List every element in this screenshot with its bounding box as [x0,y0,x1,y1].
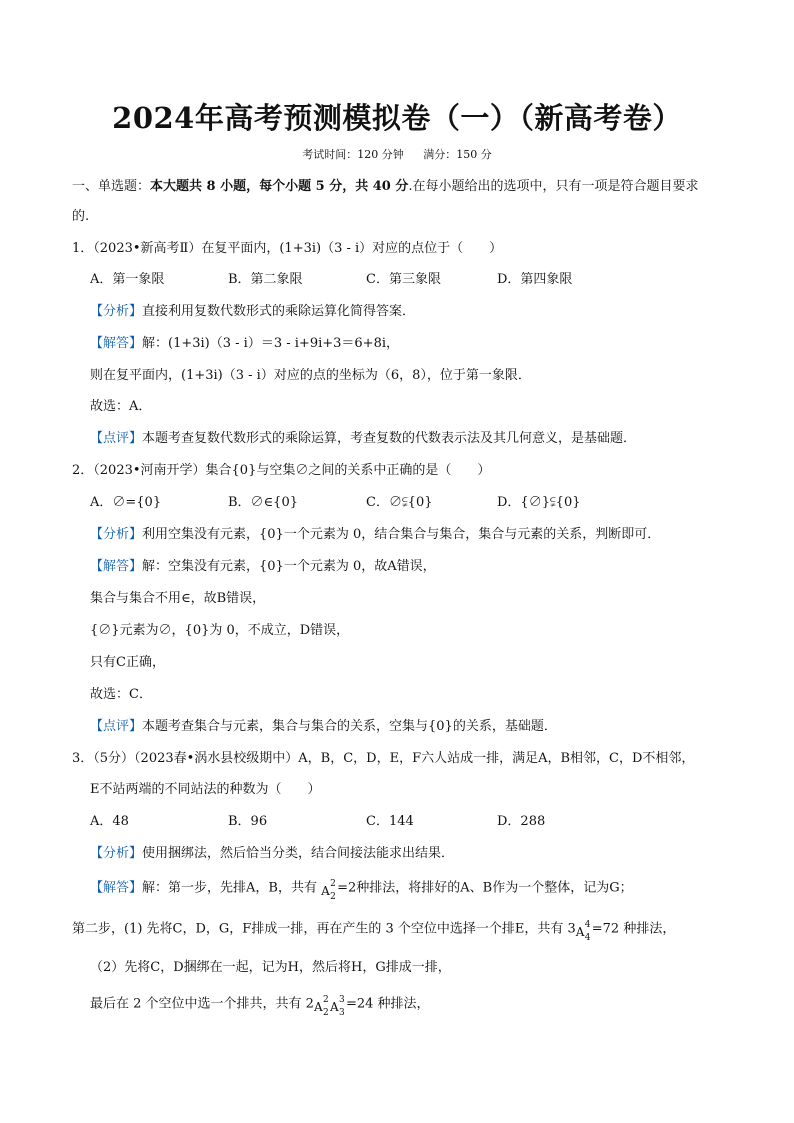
q3-step4 [90,995,750,1018]
q1-solution-2: 则在复平面内，(1+3i)（3 - i）对应的点的坐标为（6，8），位于第一象限． [90,368,531,383]
solution-text: 解：空集没有元素，{0}一个元素为 0，故A错误， [142,559,436,574]
comment-tag: 【点评】 [90,431,143,446]
q2-answer: 故选：C． [90,687,152,702]
q1-option-a: A．第一象限 [90,272,165,287]
q2-option-a: A．∅={0} [90,495,162,510]
q3-option-c: C．144 [366,814,414,829]
step4-text: 最后在 2 个空位中选一个排共，共有 2 [90,996,314,1012]
q2-solution-4: 只有C正确， [90,655,165,670]
q2-comment [90,718,750,736]
analysis-text: 使用捆绑法，然后恰当分类，结合间接法能求出结果． [142,846,455,861]
q3-analysis [90,845,750,863]
solution-tag: 【解答】 [90,880,143,896]
permutation-a33: A 3 3 [329,995,345,1018]
analysis-tag: 【分析】 [90,846,143,861]
q1-stem: 1．（2023•新高考Ⅱ）在复平面内，(1+3i)（3 - i）对应的点位于（ ） [72,241,503,256]
time-label: 考试时间：120 分钟 [302,148,404,161]
q2-option-c: C．∅⫋{0} [366,495,433,510]
step4-text-2: =24 种排法， [345,996,430,1012]
q3-option-b: B．96 [228,814,268,829]
exam-meta [0,146,794,162]
analysis-tag: 【分析】 [90,304,143,319]
permutation-a22: A 2 2 [321,879,336,902]
section-number: 一、单选题： [72,179,151,194]
comment-text: 本题考查复数代数形式的乘除运算，考查复数的代数表示法及其几何意义，是基础题． [142,431,637,446]
q3-stem: 3．（5分）（2023春•涡水县校级期中）A，B，C，D，E，F六人站成一排，满足A，B相邻，C，D不相邻， [72,751,695,766]
q2-analysis [90,526,750,544]
score-label: 满分：150 分 [423,148,492,161]
q2-solution [90,558,750,576]
section-intro-2: 的. [72,209,90,224]
q2-option-b: B．∅∈{0} [228,495,298,510]
comment-tag: 【点评】 [90,719,143,734]
solution-text-2: =2种排法，将排好的A、B作为一个整体，记为G； [337,880,633,896]
page-title: 2024年高考预测模拟卷（一）（新高考卷） [112,101,682,135]
step2-text: 第二步，(1) 先将C，D，G，F排成一排，再在产生的 3 个空位中选择一个排E，共有 3 [72,921,576,937]
q1-answer: 故选：A． [90,399,152,414]
section-intro [72,178,732,196]
analysis-text: 利用空集没有元素，{0}一个元素为 0，结合集合与集合，集合与元素的关系，判断即可． [142,527,661,542]
q2-option-d: D．{∅}⫋{0} [497,495,581,510]
q3-step3: （2）先将C，D捆绑在一起，记为H，然后将H，G排成一排， [90,960,451,975]
analysis-tag: 【分析】 [90,527,143,542]
q1-option-c: C．第三象限 [366,272,441,287]
q3-option-a: A．48 [90,814,129,829]
permutation-a22: A 2 2 [313,995,329,1018]
section-rule-rest: .在每小题给出的选项中，只有一项是符合题目要求 [408,179,699,194]
q1-option-b: B．第二象限 [228,272,303,287]
q1-solution [90,335,750,353]
q1-option-d: D．第四象限 [497,272,573,287]
q3-step2 [72,920,732,943]
q1-analysis [90,303,750,321]
section-rule: 本大题共 8 小题，每个小题 5 分，共 40 分 [150,179,409,194]
q2-stem: 2．（2023•河南开学）集合{0}与空集∅之间的关系中正确的是（ ） [72,463,491,478]
permutation-a44: A 4 4 [575,920,591,943]
q2-solution-3: {∅}元素为∅，{0}为 0，不成立，D错误， [90,623,350,638]
q2-solution-2: 集合与集合不用∈，故B错误， [90,591,266,606]
solution-tag: 【解答】 [90,336,143,351]
q3-option-d: D．288 [497,814,546,829]
analysis-text: 直接利用复数代数形式的乘除运算化简得答案． [142,304,416,319]
q3-solution [90,879,750,902]
q3-stem-2: E不站两端的不同站法的种数为（ ） [90,782,321,797]
comment-text: 本题考查集合与元素，集合与集合的关系，空集与{0}的关系，基础题． [142,719,557,734]
q1-comment [90,430,750,448]
solution-text: 解：第一步，先排A，B，共有 [142,880,317,896]
solution-tag: 【解答】 [90,559,143,574]
step2-text-2: =72 种排法， [591,921,676,937]
solution-text: 解：(1+3i)（3 - i）＝3 - i+9i+3＝6+8i， [142,336,400,351]
